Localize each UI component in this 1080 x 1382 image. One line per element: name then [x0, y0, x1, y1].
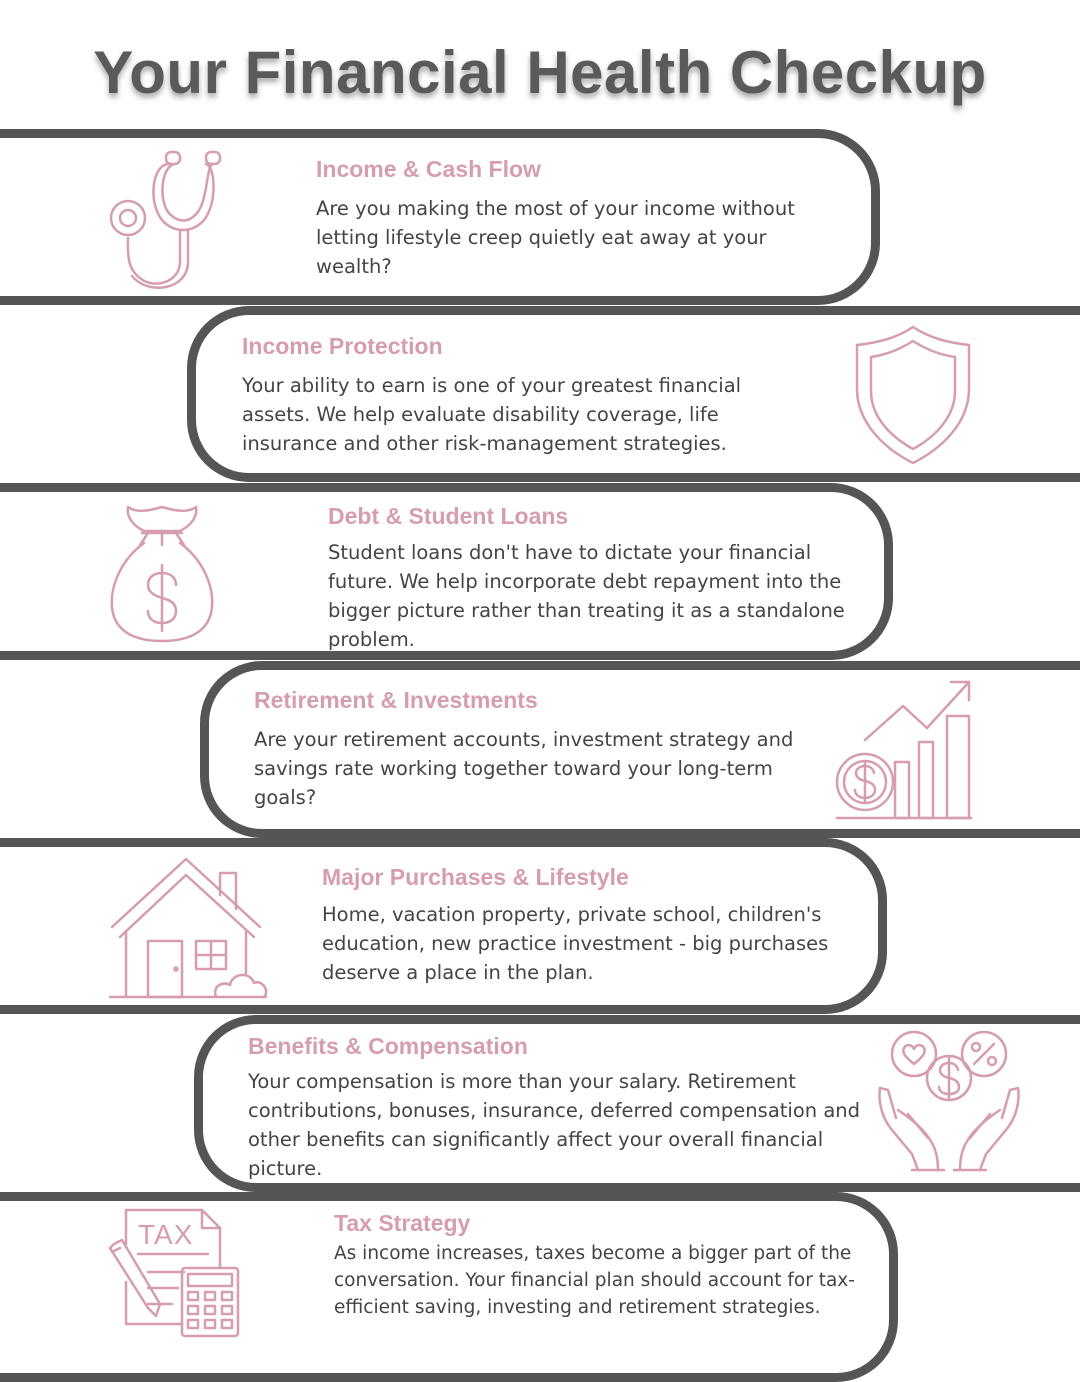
- section-title: Income Protection: [242, 333, 443, 359]
- section-title: Tax Strategy: [334, 1210, 471, 1236]
- shield-icon: [855, 325, 971, 465]
- growth-chart-icon: [835, 678, 973, 820]
- house-icon: [108, 857, 268, 999]
- tax-label: TAX: [138, 1219, 194, 1250]
- money-bag-icon: [108, 503, 216, 643]
- hands-benefits-icon: [878, 1030, 1020, 1174]
- section-title: Debt & Student Loans: [328, 503, 569, 529]
- section-description: Your ability to earn is one of your greatest financial assets. We help evaluate disability coverage, life insurance and other risk-management strategies.: [242, 373, 742, 455]
- section-title: Benefits & Compensation: [248, 1033, 528, 1059]
- section-description: Are you making the most of your income without letting lifestyle creep quietly eat away at your wealth?: [316, 196, 795, 278]
- page-title: Your Financial Health Checkup: [93, 39, 987, 106]
- section-title: Major Purchases & Lifestyle: [322, 864, 629, 890]
- tax-document-icon: [108, 1208, 240, 1338]
- section-description: Your compensation is more than your salary. Retirement contributions, bonuses, insurance, deferred compensation and other benefits can significantly affect your overall financial picture.: [248, 1069, 861, 1180]
- section-title: Income & Cash Flow: [316, 156, 541, 182]
- section-description: Home, vacation property, private school, children's education, new practice investment - big purchases deserve a place in the plan.: [322, 902, 829, 984]
- section-description: Are your retirement accounts, investment strategy and savings rate working together toward your long-term goals?: [254, 727, 794, 809]
- stethoscope-icon: [108, 150, 240, 292]
- section-title: Retirement & Investments: [254, 687, 538, 713]
- section-description: Student loans don't have to dictate your financial future. We help incorporate debt repayment into the bigger picture rather than treating it as a standalone problem.: [328, 540, 845, 651]
- section-description: As income increases, taxes become a bigger part of the conversation. Your financial plan should account for tax-efficient saving, investing and retirement strategies.: [334, 1242, 855, 1318]
